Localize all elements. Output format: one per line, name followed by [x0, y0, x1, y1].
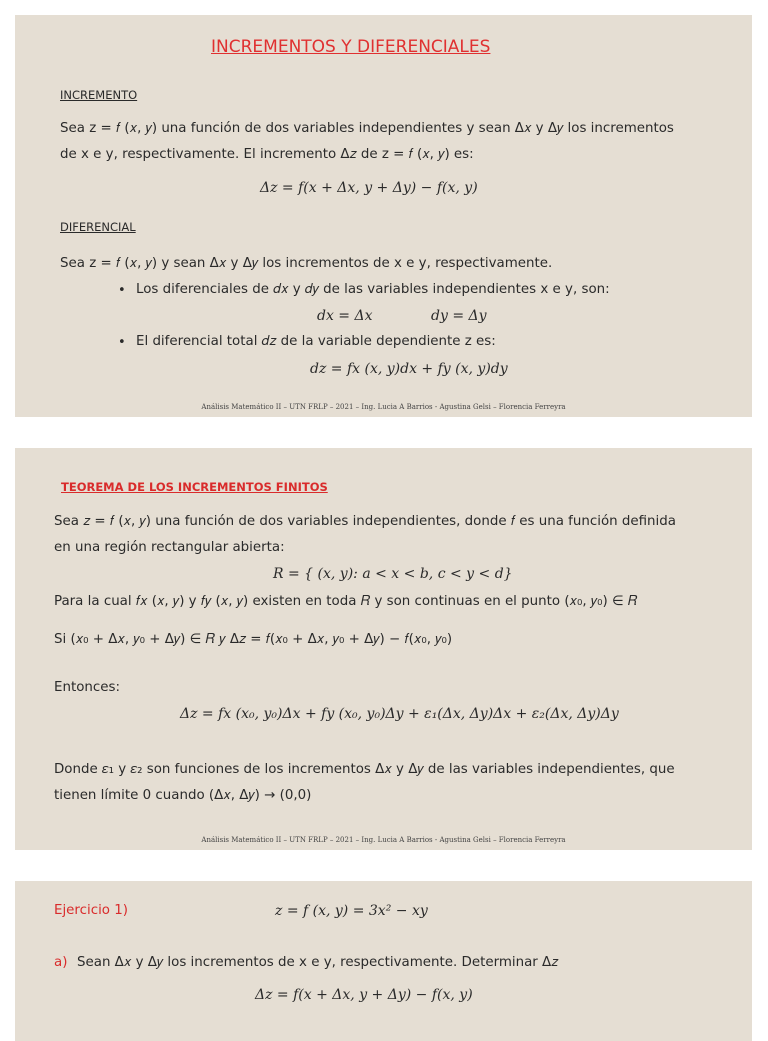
equation-dz: 𝑑𝑧 = 𝑓𝑥 (𝑥, 𝑦)𝑑𝑥 + 𝑓𝑦 (𝑥, 𝑦)𝑑𝑦 [310, 361, 508, 377]
item-label: a) [54, 955, 68, 970]
equation-region: 𝑅 = { (𝑥, 𝑦): 𝑎 < 𝑥 < 𝑏, 𝑐 < 𝑦 < 𝑑} [273, 566, 513, 582]
paragraph-line: Para la cual 𝑓𝑥 (𝑥, 𝑦) y 𝑓𝑦 (𝑥, 𝑦) existen en toda 𝑅 y son continuas en el punto (𝑥₀, 𝑦₀) ∈ 𝑅 [54, 594, 638, 609]
slide-footer: Análisis Matemático II – UTN FRLP – 2021 – Ing. Lucia A Barrios - Agustina Gelsi – Florencia Ferreyra [201, 836, 566, 844]
paragraph-line: Sea z = 𝑓 (𝑥, 𝑦) una función de dos variables independientes y sean Δ𝑥 y Δ𝑦 los incrementos [60, 121, 674, 136]
paragraph-line: Sea 𝑧 = 𝑓 (𝑥, 𝑦) una función de dos variables independientes, donde 𝑓 es una función definida [54, 514, 676, 529]
slide-teorema [15, 448, 752, 850]
paragraph-line: Entonces: [54, 680, 120, 695]
equation-function: 𝑧 = 𝑓 (𝑥, 𝑦) = 3𝑥² − 𝑥𝑦 [275, 903, 428, 919]
bullet-text: El diferencial total 𝑑𝑧 de la variable dependiente z es: [136, 334, 496, 349]
slide-footer: Análisis Matemático II – UTN FRLP – 2021 – Ing. Lucia A Barrios - Agustina Gelsi – Florencia Ferreyra [201, 403, 566, 411]
paragraph-line: Si (𝑥₀ + Δ𝑥, 𝑦₀ + Δ𝑦) ∈ 𝑅 𝑦 Δ𝑧 = 𝑓(𝑥₀ + Δ𝑥, 𝑦₀ + Δ𝑦) − 𝑓(𝑥₀, 𝑦₀) [54, 632, 453, 647]
heading-diferencial: DIFERENCIAL [60, 220, 136, 234]
slide-ejercicio [15, 881, 752, 1041]
equation-finite-increments: Δ𝑧 = 𝑓𝑥 (𝑥₀, 𝑦₀)Δ𝑥 + 𝑓𝑦 (𝑥₀, 𝑦₀)Δ𝑦 + 𝜀₁(Δ𝑥, Δ𝑦)Δ𝑥 + 𝜀₂(Δ𝑥, Δ𝑦)Δ𝑦 [180, 706, 619, 722]
paragraph-line: Donde 𝜀₁ y 𝜀₂ son funciones de los incrementos Δ𝑥 y Δ𝑦 de las variables independientes, que [54, 762, 675, 777]
paragraph-line: de x e y, respectivamente. El incremento Δ𝑧 de z = 𝑓 (𝑥, 𝑦) es: [60, 147, 474, 162]
heading-incremento: INCREMENTO [60, 88, 138, 102]
item-text: Sean Δ𝑥 y Δ𝑦 los incrementos de x e y, respectivamente. Determinar Δ𝑧 [77, 955, 559, 970]
bullet-dot: • [118, 283, 126, 298]
paragraph-line: tienen límite 0 cuando (Δ𝑥, Δ𝑦) → (0,0) [54, 788, 312, 803]
bullet-text: Los diferenciales de 𝑑𝑥 y 𝑑𝑦 de las variables independientes x e y, son: [136, 282, 610, 297]
equation-increment: Δ𝑧 = 𝑓(𝑥 + Δ𝑥, 𝑦 + Δ𝑦) − 𝑓(𝑥, 𝑦) [260, 180, 478, 196]
equation-dx: 𝑑𝑥 = Δ𝑥 [317, 308, 373, 324]
equation-delta: Δ𝑧 = 𝑓(𝑥 + Δ𝑥, 𝑦 + Δ𝑦) − 𝑓(𝑥, 𝑦) [255, 987, 473, 1003]
slide-title: TEOREMA DE LOS INCREMENTOS FINITOS [61, 480, 328, 494]
equation-dy: 𝑑𝑦 = Δ𝑦 [431, 308, 487, 324]
paragraph-line: Sea z = 𝑓 (𝑥, 𝑦) y sean Δ𝑥 y Δ𝑦 los incrementos de x e y, respectivamente. [60, 256, 553, 271]
paragraph-line: en una región rectangular abierta: [54, 540, 285, 555]
exercise-label: Ejercicio 1) [54, 903, 128, 918]
slide-title: INCREMENTOS Y DIFERENCIALES [211, 37, 491, 57]
bullet-dot: • [118, 335, 126, 350]
slide-incrementos [15, 15, 752, 417]
